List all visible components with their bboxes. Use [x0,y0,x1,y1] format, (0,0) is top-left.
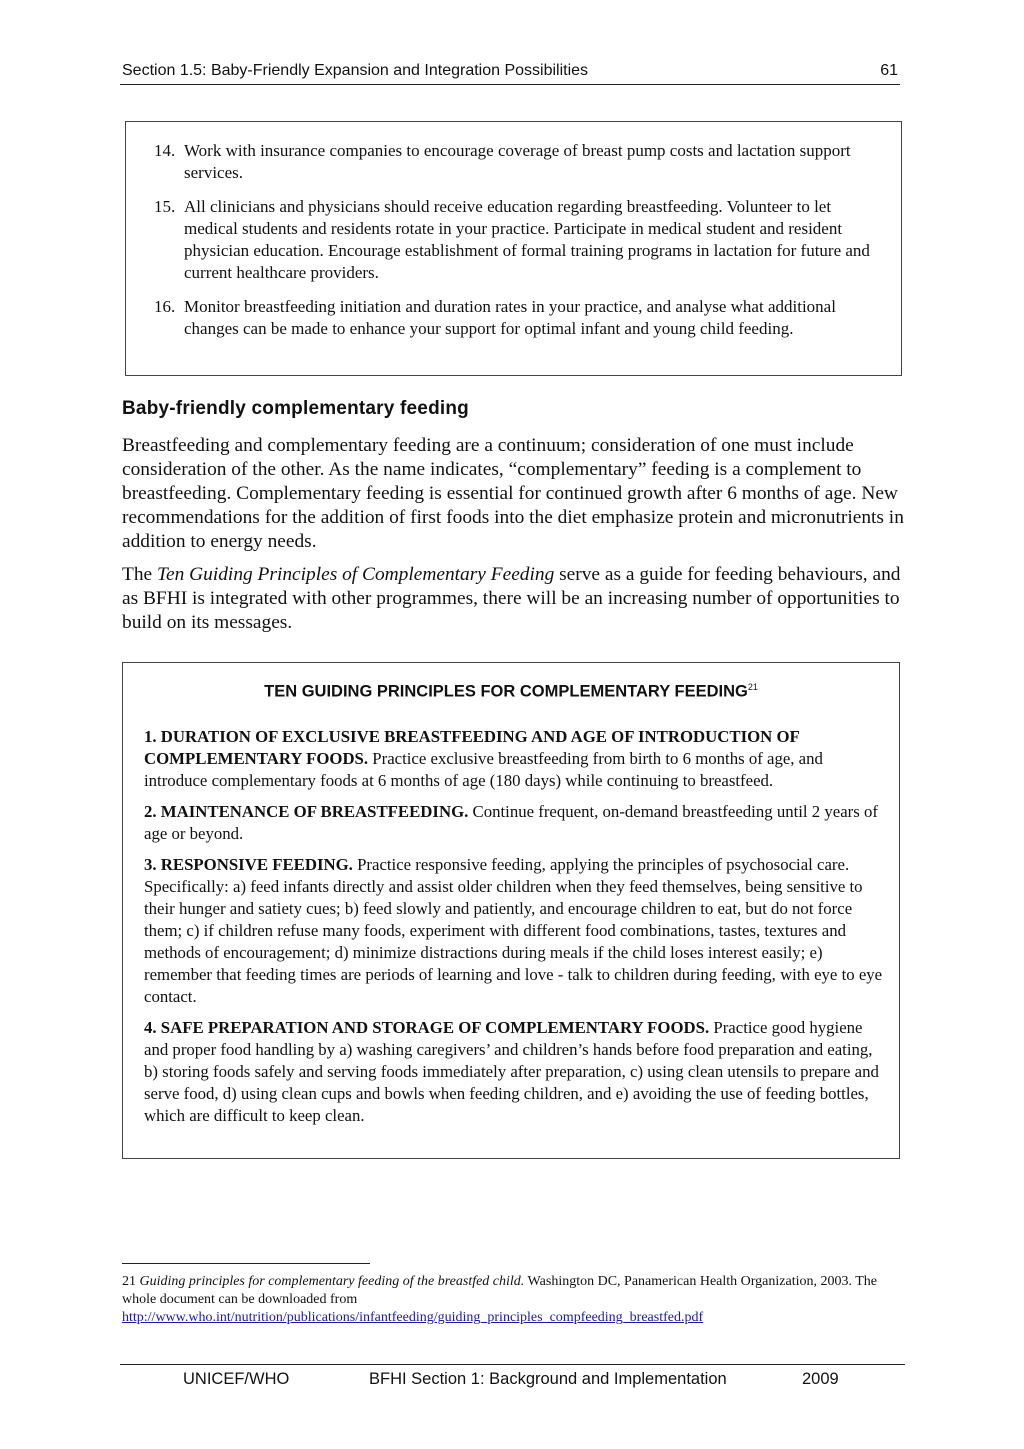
paragraph [122,563,912,635]
section-heading: Baby-friendly complementary feeding [122,398,469,419]
principle-text: Practice exclusive breastfeeding from birth to 6 months of age, and introduce complementary foods at 6 months of age (180 days) while continuing to breastfeed. [144,749,823,790]
paragraph-text: serve as a guide for feeding behaviours, and as BFHI is integrated with other programmes, there will be an increasing number of opportunities to build on its messages. [122,564,901,633]
recommendations-box [125,121,902,376]
principles-box-title [123,682,899,702]
item-text: Monitor breastfeeding initiation and duration rates in your practice, and analyse what additional changes can be made to enhance your support for optimal infant and young child feeding. [184,297,836,338]
page-header [120,58,900,85]
document-title-italic: Ten Guiding Principles of Complementary Feeding [157,564,555,585]
principle-item [144,801,889,845]
footnote [122,1273,912,1327]
principle-text: Practice good hygiene and proper food handling by a) washing caregivers’ and children’s hands before food preparation and eating, b) storing foods safely and serving foods immediately after preparation, c) using clean utensils to prepare and serve food, d) using clean cups and bowls when feeding children, and e) avoiding the use of feeding bottles, which are difficult to keep clean. [144,1018,879,1125]
principle-heading: 2. MAINTENANCE OF BREASTFEEDING. [144,802,469,821]
principles-box [122,662,900,1159]
list-item [154,296,876,340]
footnote-divider [122,1263,370,1264]
item-number: 14. [154,141,176,160]
paragraph-text: The [122,564,157,585]
footer-title: BFHI Section 1: Background and Implementation [369,1370,727,1388]
footnote-italic-title: Guiding principles for complementary feeding of the breastfed child. [139,1274,525,1289]
header-title: Section 1.5: Baby-Friendly Expansion and Integration Possibilities [122,62,589,79]
list-item [154,140,876,184]
list-item [154,196,876,284]
principle-heading: 1. DURATION OF EXCLUSIVE BREASTFEEDING AND AGE OF INTRODUCTION OF COMPLEMENTARY FOODS. [144,727,800,768]
footnote-text: Washington DC, Panamerican Health Organization, 2003. The whole document can be downloaded from [122,1274,877,1307]
footnote-link[interactable]: http://www.who.int/nutrition/publications/infantfeeding/guiding_principles_compfeeding_breastfed.pdf [122,1310,704,1325]
page-number: 61 [880,62,898,79]
footer-year: 2009 [802,1370,839,1388]
principle-heading: 3. RESPONSIVE FEEDING. [144,855,353,874]
principles-list [144,726,889,1136]
principle-item [144,1017,889,1127]
page-footer [120,1364,905,1395]
footnote-reference: 21 [747,682,758,692]
footer-org: UNICEF/WHO [183,1370,290,1388]
principle-text: Practice responsive feeding, applying the principles of psychosocial care. Specifically: a) feed infants directly and assist older children when they feed themselves, being sensitive to their hunger and satiety cues; b) feed slowly and patiently, and encourage children to eat, but do not force them; c) if children refuse many foods, experiment with different food combinations, tastes, textures and methods of encouragement; d) minimize distractions during meals if the child loses interest easily; e) remember that feeding times are periods of learning and love - talk to children during feeding, with eye to eye contact. [144,855,883,1006]
item-text: Work with insurance companies to encourage coverage of breast pump costs and lactation support services. [184,141,851,182]
principle-heading: 4. SAFE PREPARATION AND STORAGE OF COMPLEMENTARY FOODS. [144,1018,710,1037]
recommendations-list [154,140,876,352]
principle-text: Continue frequent, on-demand breastfeeding until 2 years of age or beyond. [144,802,878,843]
item-number: 16. [154,297,176,316]
principle-item [144,726,889,792]
principle-item [144,854,889,1008]
item-number: 15. [154,197,176,216]
footnote-number: 21 [122,1274,140,1289]
box-title-text: TEN GUIDING PRINCIPLES FOR COMPLEMENTARY FEEDING [264,682,748,701]
item-text: All clinicians and physicians should receive education regarding breastfeeding. Volunteer to let medical students and residents rotate in your practice. Participate in medical student and resident physician education. Encourage establishment of formal training programs in lactation for future and current healthcare providers. [184,197,870,282]
paragraph: Breastfeeding and complementary feeding are a continuum; consideration of one must include consideration of the other. As the name indicates, “complementary” feeding is a complement to breastfeeding. Complementary feeding is essential for continued growth after 6 months of age. New recommendations for the addition of first foods into the diet emphasize protein and micronutrients in addition to energy needs. [122,435,904,552]
